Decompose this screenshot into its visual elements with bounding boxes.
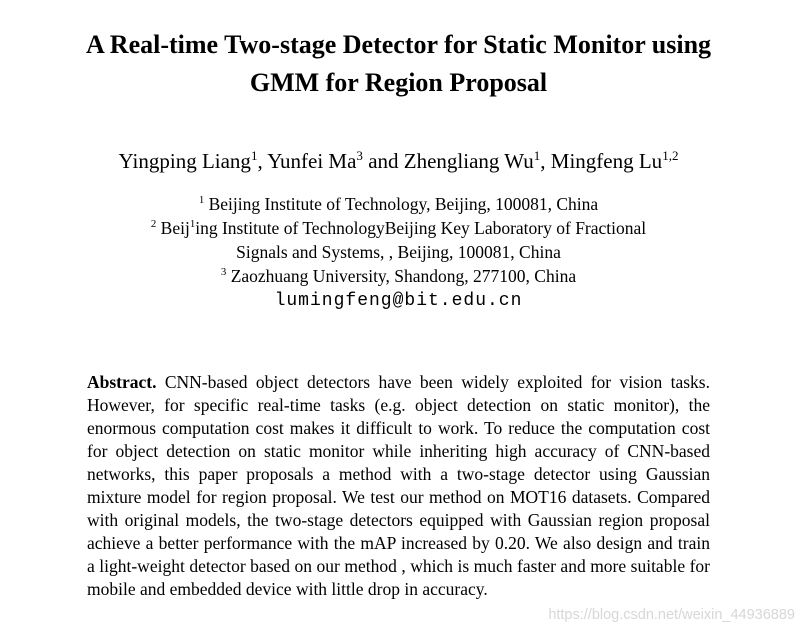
affiliation-line: [0, 192, 797, 216]
author-separator: and: [362, 149, 404, 173]
author-name: Mingfeng Lu: [550, 149, 663, 173]
affiliation-marker: 2: [150, 218, 157, 231]
author-name: Zhengliang Wu: [403, 149, 534, 173]
affiliation-text: Zaozhuang University, Shandong, 277100, China: [226, 266, 577, 286]
affiliation-text: ing Institute of TechnologyBeijing Key Laboratory of Fractional: [195, 218, 647, 238]
paper-title: [0, 0, 797, 102]
abstract-paragraph: [87, 371, 710, 601]
affiliation-text: Beij: [156, 218, 190, 238]
contact-email: lumingfeng@bit.edu.cn: [274, 291, 523, 311]
affiliations-block: [0, 192, 797, 288]
author-separator: ,: [540, 149, 551, 173]
author-affiliation-marker: 1: [250, 148, 258, 163]
author-line: [0, 148, 797, 174]
affiliation-marker: 1: [198, 194, 205, 207]
affiliation-line: [0, 216, 797, 240]
affiliation-line: [0, 240, 797, 264]
abstract-label: Abstract.: [87, 372, 157, 392]
csdn-watermark: https://blog.csdn.net/weixin_44936889: [548, 607, 795, 623]
author-separator: ,: [257, 149, 268, 173]
affiliation-marker: 3: [220, 266, 227, 279]
paper-title-line-1: A Real-time Two-stage Detector for Static Monitor using: [85, 30, 712, 59]
author-affiliation-marker: 3: [356, 148, 363, 163]
author-affiliation-marker: 1,2: [662, 148, 679, 163]
affiliation-inline-marker: 1: [189, 218, 196, 231]
author-name: Yunfei Ma: [267, 149, 357, 173]
affiliation-line: [0, 264, 797, 288]
affiliation-text: Beijing Institute of Technology, Beijing, 100081, China: [204, 194, 599, 214]
paper-title-line-2: GMM for Region Proposal: [249, 68, 548, 97]
author-affiliation-marker: 1: [533, 148, 541, 163]
abstract-text: CNN-based object detectors have been widely exploited for vision tasks. However, for specific real-time tasks (e.g. object detection on static monitor), the enormous computation cost makes it difficult to work. To reduce the computation cost for object detection on static monitor while inheriting high accuracy of CNN-based networks, this paper proposals a method with a two-stage detector using Gaussian mixture model for region proposal. We test our method on MOT16 datasets. Compared with original models, the two-stage detectors equipped with Gaussian region proposal achieve a better performance with the mAP increased by 0.20. We also design and train a light-weight detector based on our method , which is much faster and more suitable for mobile and embedded device with little drop in accuracy.: [87, 372, 710, 599]
affiliation-text: Signals and Systems, , Beijing, 100081, China: [236, 242, 561, 262]
author-name: Yingping Liang: [118, 149, 251, 173]
